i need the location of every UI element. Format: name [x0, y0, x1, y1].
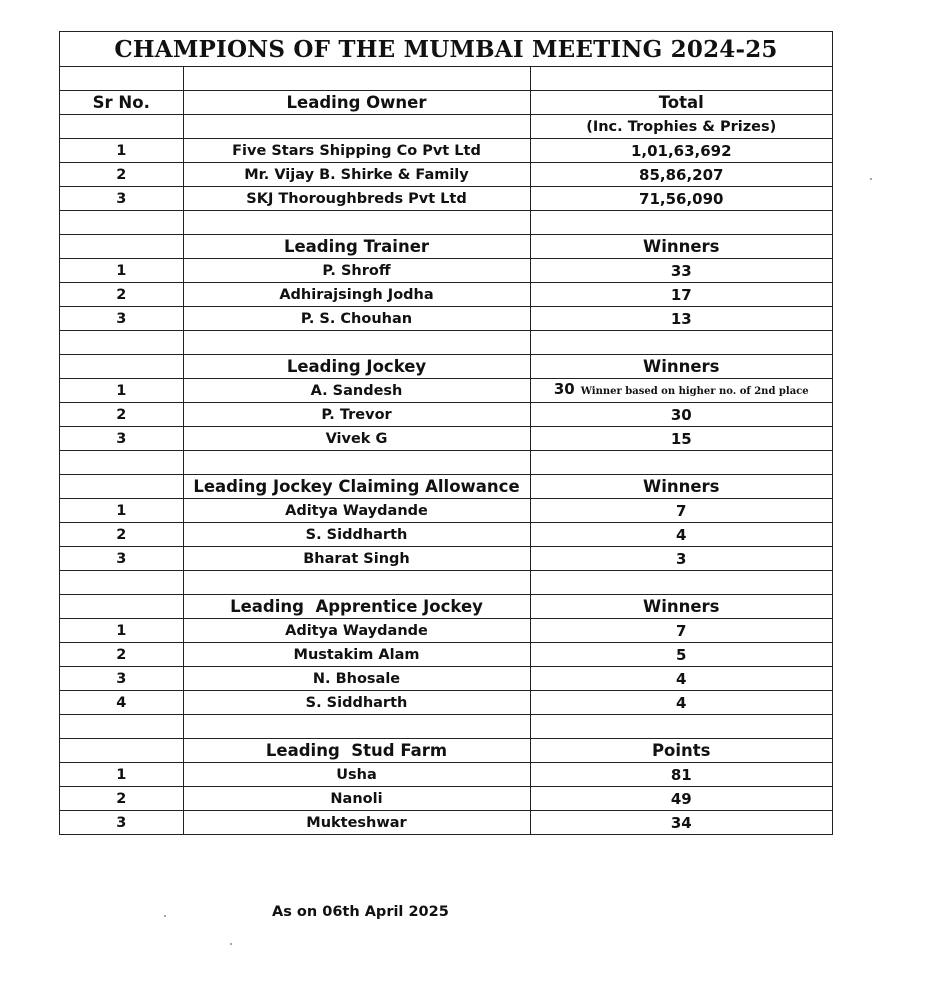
empty-cell — [60, 211, 183, 235]
name-cell: Mr. Vijay B. Shirke & Family — [183, 163, 530, 187]
value-cell: 7 — [530, 499, 832, 523]
total-header: Total — [530, 91, 832, 115]
leading-trainer-header: Leading Trainer — [183, 235, 530, 259]
table-row — [60, 187, 832, 211]
table-row — [60, 403, 832, 427]
empty-cell — [183, 715, 530, 739]
table-row — [60, 547, 832, 571]
table-row — [60, 667, 832, 691]
name-cell: S. Siddharth — [183, 691, 530, 715]
sr-cell: 1 — [60, 763, 183, 787]
name-cell: P. Trevor — [183, 403, 530, 427]
scan-speck — [870, 178, 872, 180]
leading-jockey-header: Leading Jockey — [183, 355, 530, 379]
table-row — [60, 163, 832, 187]
section-header-row — [60, 739, 832, 763]
empty-cell — [530, 331, 832, 355]
spacer-row — [60, 571, 832, 595]
sr-cell: 2 — [60, 163, 183, 187]
owner-subheader-row — [60, 115, 832, 139]
winners-header: Winners — [530, 235, 832, 259]
name-cell: SKJ Thoroughbreds Pvt Ltd — [183, 187, 530, 211]
tie-break-note: Winner based on higher no. of 2nd place — [580, 386, 809, 397]
table-row — [60, 427, 832, 451]
value-cell: 5 — [530, 643, 832, 667]
section-header-row — [60, 595, 832, 619]
section-header-row — [60, 475, 832, 499]
empty-cell — [183, 211, 530, 235]
value-cell: 85,86,207 — [530, 163, 832, 187]
name-cell: S. Siddharth — [183, 523, 530, 547]
empty-cell — [530, 451, 832, 475]
table-row — [60, 499, 832, 523]
total-note: (Inc. Trophies & Prizes) — [530, 115, 832, 139]
table-row — [60, 139, 832, 163]
empty-cell — [183, 571, 530, 595]
name-cell: Mustakim Alam — [183, 643, 530, 667]
leading-jockey-claiming-allowance-header: Leading Jockey Claiming Allowance — [183, 475, 530, 499]
sr-cell: 2 — [60, 787, 183, 811]
spacer-row — [60, 715, 832, 739]
empty-cell — [530, 67, 832, 91]
empty-cell — [183, 115, 530, 139]
sr-cell: 3 — [60, 547, 183, 571]
value-cell: 33 — [530, 259, 832, 283]
table-row — [60, 787, 832, 811]
sr-no-header: Sr No. — [60, 91, 183, 115]
name-cell: Aditya Waydande — [183, 619, 530, 643]
spacer-row — [60, 67, 832, 91]
name-cell: Adhirajsingh Jodha — [183, 283, 530, 307]
leading-stud-farm-header: Leading Stud Farm — [183, 739, 530, 763]
sr-cell: 4 — [60, 691, 183, 715]
empty-cell — [60, 355, 183, 379]
sr-cell: 2 — [60, 403, 183, 427]
champions-table-sheet — [59, 31, 833, 835]
sr-cell: 3 — [60, 811, 183, 835]
sr-cell: 2 — [60, 283, 183, 307]
empty-cell — [530, 715, 832, 739]
page-title: CHAMPIONS OF THE MUMBAI MEETING 2024-25 — [60, 32, 832, 67]
table-row — [60, 307, 832, 331]
value-cell: 3 — [530, 547, 832, 571]
points-header: Points — [530, 739, 832, 763]
value-cell: 34 — [530, 811, 832, 835]
winners-header: Winners — [530, 595, 832, 619]
sr-cell: 1 — [60, 379, 183, 403]
table-row — [60, 523, 832, 547]
spacer-row — [60, 331, 832, 355]
value-cell: 13 — [530, 307, 832, 331]
empty-cell — [60, 451, 183, 475]
winners-header: Winners — [530, 475, 832, 499]
value-cell: 4 — [530, 523, 832, 547]
empty-cell — [60, 331, 183, 355]
name-cell: Usha — [183, 763, 530, 787]
name-cell: Bharat Singh — [183, 547, 530, 571]
empty-cell — [60, 115, 183, 139]
value-cell: 1,01,63,692 — [530, 139, 832, 163]
name-cell: P. Shroff — [183, 259, 530, 283]
name-cell: N. Bhosale — [183, 667, 530, 691]
sr-cell: 3 — [60, 667, 183, 691]
sr-cell: 1 — [60, 499, 183, 523]
empty-cell — [183, 67, 530, 91]
section-header-row — [60, 235, 832, 259]
name-cell: Five Stars Shipping Co Pvt Ltd — [183, 139, 530, 163]
empty-cell — [60, 235, 183, 259]
value-cell: 4 — [530, 667, 832, 691]
table-row — [60, 811, 832, 835]
sr-cell: 1 — [60, 139, 183, 163]
empty-cell — [60, 571, 183, 595]
value-cell: 71,56,090 — [530, 187, 832, 211]
empty-cell — [530, 211, 832, 235]
name-cell: A. Sandesh — [183, 379, 530, 403]
name-cell: P. S. Chouhan — [183, 307, 530, 331]
table-row — [60, 259, 832, 283]
table-row — [60, 691, 832, 715]
sr-cell: 1 — [60, 259, 183, 283]
name-cell: Nanoli — [183, 787, 530, 811]
value-cell: 17 — [530, 283, 832, 307]
name-cell: Mukteshwar — [183, 811, 530, 835]
value-cell — [530, 379, 832, 403]
value-cell: 7 — [530, 619, 832, 643]
value-cell: 15 — [530, 427, 832, 451]
empty-cell — [60, 715, 183, 739]
value-cell: 81 — [530, 763, 832, 787]
leading-apprentice-jockey-header: Leading Apprentice Jockey — [183, 595, 530, 619]
spacer-row — [60, 211, 832, 235]
as-on-date: As on 06th April 2025 — [272, 904, 449, 920]
table-body — [60, 67, 832, 834]
sr-cell: 3 — [60, 187, 183, 211]
empty-cell — [60, 475, 183, 499]
empty-cell — [530, 571, 832, 595]
empty-cell — [60, 739, 183, 763]
empty-cell — [183, 451, 530, 475]
leading-owner-header: Leading Owner — [183, 91, 530, 115]
section-header-row — [60, 355, 832, 379]
value-cell: 30 — [530, 403, 832, 427]
empty-cell — [60, 595, 183, 619]
scan-speck — [164, 915, 166, 917]
table-row — [60, 379, 832, 403]
name-cell: Aditya Waydande — [183, 499, 530, 523]
sr-cell: 2 — [60, 523, 183, 547]
winners-header: Winners — [530, 355, 832, 379]
value-cell: 4 — [530, 691, 832, 715]
name-cell: Vivek G — [183, 427, 530, 451]
owner-header-row — [60, 91, 832, 115]
champions-table — [60, 67, 832, 834]
sr-cell: 1 — [60, 619, 183, 643]
sr-cell: 3 — [60, 307, 183, 331]
table-row — [60, 763, 832, 787]
value-cell: 49 — [530, 787, 832, 811]
spacer-row — [60, 451, 832, 475]
table-row — [60, 643, 832, 667]
sr-cell: 3 — [60, 427, 183, 451]
empty-cell — [183, 331, 530, 355]
scan-speck — [230, 943, 232, 945]
value-text: 30 — [553, 380, 575, 398]
sr-cell: 2 — [60, 643, 183, 667]
table-row — [60, 283, 832, 307]
table-row — [60, 619, 832, 643]
empty-cell — [60, 67, 183, 91]
